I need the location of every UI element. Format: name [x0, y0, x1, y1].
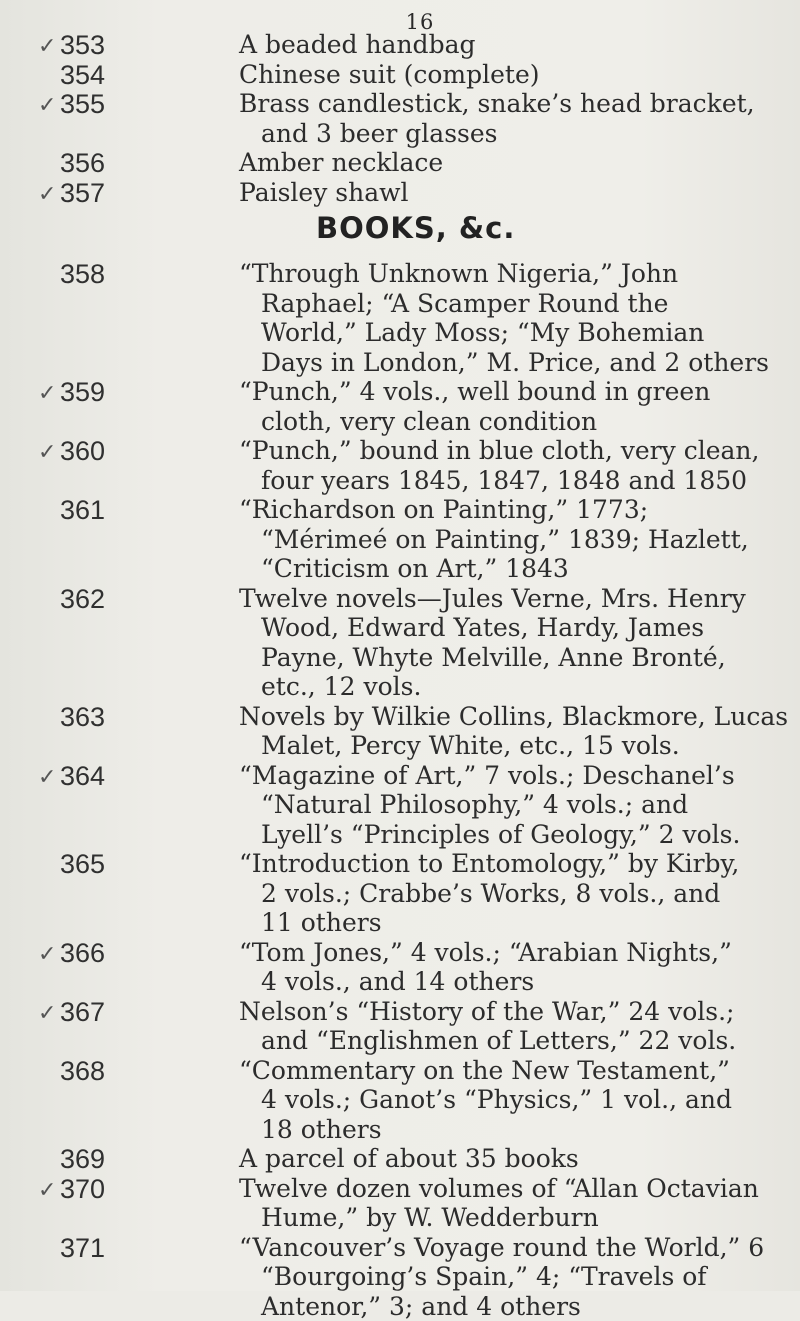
tick-mark: ✓: [38, 765, 56, 790]
lot-number: 360: [60, 436, 105, 467]
lot-description: Twelve dozen volumes of “Allan Octavian Hume,” by W. Wedderburn: [239, 1174, 769, 1233]
tick-mark: ✓: [38, 440, 56, 465]
lot-number: 371: [60, 1233, 105, 1264]
lot-number: 356: [60, 148, 105, 179]
tick-mark: ✓: [38, 1001, 56, 1026]
lot-description: Twelve novels—Jules Verne, Mrs. Henry Wood, Edward Yates, Hardy, James Payne, Whyte Melville, Anne Bronté, etc., 12 vols.: [239, 584, 769, 702]
lot-description: Brass candlestick, snake’s head bracket, and 3 beer glasses: [239, 89, 769, 148]
lot-number: 368: [60, 1056, 105, 1087]
tick-mark: ✓: [38, 182, 56, 207]
lot-number: 361: [60, 495, 105, 526]
lot-number: 355: [60, 89, 105, 120]
lot-description: “Punch,” 4 vols., well bound in green cloth, very clean condition: [239, 377, 769, 436]
lot-number: 358: [60, 259, 105, 290]
lot-number: 369: [60, 1144, 105, 1175]
tick-mark: ✓: [38, 381, 56, 406]
lot-number: 365: [60, 849, 105, 880]
lot-description: “Punch,” bound in blue cloth, very clean, four years 1845, 1847, 1848 and 1850: [239, 436, 769, 495]
lot-description: “Introduction to Entomology,” by Kirby, 2 vols.; Crabbe’s Works, 8 vols., and 11 others: [239, 849, 769, 938]
lot-description: “Commentary on the New Testament,” 4 vols.; Ganot’s “Physics,” 1 vol., and 18 others: [239, 1056, 769, 1145]
lot-description: “Through Unknown Nigeria,” John Raphael; “A Scamper Round the World,” Lady Moss; “My Bohemian Days in London,” M. Price, and 2 others: [239, 259, 769, 377]
lot-description: “Tom Jones,” 4 vols.; “Arabian Nights,” 4 vols., and 14 others: [239, 938, 769, 997]
lot-description: Nelson’s “History of the War,” 24 vols.; and “Englishmen of Letters,” 22 vols.: [239, 997, 769, 1056]
tick-mark: ✓: [38, 1178, 56, 1203]
lot-number: 354: [60, 60, 105, 91]
lot-number: 364: [60, 761, 105, 792]
page-number: 16: [400, 10, 440, 34]
lot-number: 362: [60, 584, 105, 615]
tick-mark: ✓: [38, 34, 56, 59]
section-heading: BOOKS, &c.: [316, 213, 616, 243]
lot-description: A parcel of about 35 books: [239, 1144, 769, 1174]
lot-description: “Vancouver’s Voyage round the World,” 6 “Bourgoing’s Spain,” 4; “Travels of Antenor,” 3; and 4 others: [239, 1233, 769, 1321]
lot-description: A beaded handbag: [239, 30, 769, 60]
tick-mark: ✓: [38, 93, 56, 118]
lot-number: 353: [60, 30, 105, 61]
lot-description: Chinese suit (complete): [239, 60, 769, 90]
tick-mark: ✓: [38, 942, 56, 967]
lot-number: 357: [60, 178, 105, 209]
lot-description: Amber necklace: [239, 148, 769, 178]
lot-description: Paisley shawl: [239, 178, 769, 208]
lot-description: “Magazine of Art,” 7 vols.; Deschanel’s “Natural Philosophy,” 4 vols.; and Lyell’s “Principles of Geology,” 2 vols.: [239, 761, 769, 850]
lot-description: “Richardson on Painting,” 1773; “Mérimeé on Painting,” 1839; Hazlett, “Criticism on Art,” 1843: [239, 495, 769, 584]
lot-number: 363: [60, 702, 105, 733]
lot-number: 359: [60, 377, 105, 408]
lot-number: 366: [60, 938, 105, 969]
lot-number: 367: [60, 997, 105, 1028]
lot-number: 370: [60, 1174, 105, 1205]
lot-description: Novels by Wilkie Collins, Blackmore, Lucas Malet, Percy White, etc., 15 vols.: [239, 702, 769, 761]
